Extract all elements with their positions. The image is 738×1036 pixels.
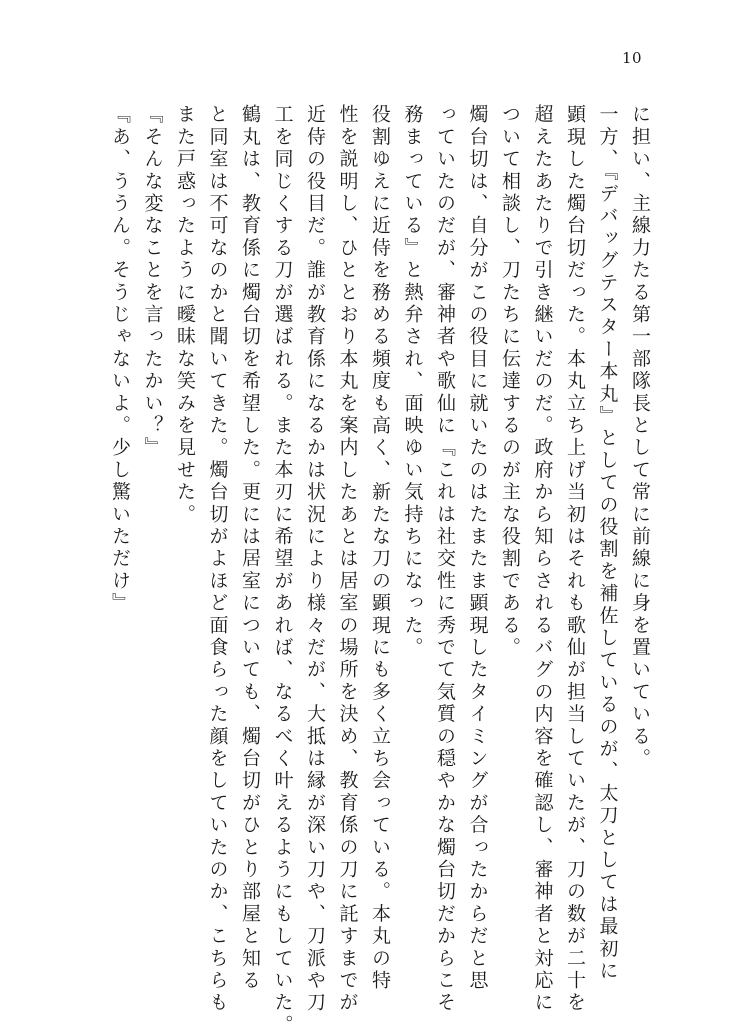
text-line: と同室は不可なのかと聞いてきた。燭台切がよほど面食らった顔をしていたのか、こちらも [206, 104, 229, 1015]
text-line: 超えたあたりで引き継いだのだ。政府から知らされるバグの内容を確認し、審神者と対応に [531, 104, 554, 1015]
text-line: 近侍の役目だ。誰が教育係になるかは状況により様々だが、大抵は縁が深い刀や、刀派や刀 [304, 104, 326, 1015]
text-line: 務まっている』と熱弁され、面映ゆい気持ちになった。 [401, 104, 424, 659]
body-text [104, 104, 657, 1036]
text-line: 役割ゆえに近侍を務める頻度も高く、新たな刀の顕現にも多く立ち会っている。本丸の特 [369, 104, 391, 992]
text-line: 鶴丸は、教育係に燭台切を希望した。更には居室についても、燭台切がひとり部屋と知る [239, 104, 261, 992]
text-line: また戸惑ったように曖昧な笑みを見せた。 [174, 104, 196, 526]
text-line: 『あ、ううん。そうじゃないよ。少し驚いただけ』 [109, 104, 131, 615]
text-line: 工を同じくする刀が選ばれる。また本刃に希望があれば、なるべく叶えるようにもしていた。 [271, 104, 294, 1036]
text-line: 一方、『デバッグテスター本丸』としての役割を補佐しているのが、太刀としては最初に [596, 104, 619, 983]
text-line: 『そんな変なことを言ったかい？』 [141, 104, 164, 460]
text-line: 性を説明し、ひととおり本丸を案内したあとは居室の場所を決め、教育係の刀に託すまでが [336, 104, 359, 1015]
text-line: 顕現した燭台切だった。本丸立ち上げ当初はそれも歌仙が担当していたが、刀の数が二十を [564, 104, 586, 1015]
text-line: に担い、主線力たる第一部隊長として常に前線に身を置いている。 [629, 104, 651, 770]
text-line: 燭台切は、自分がこの役目に就いたのはたまたま顕現したタイミングが合ったからだと思 [466, 104, 489, 992]
text-line: っていたのだが、審神者や歌仙に『これは社交性に秀でて気質の穏やかな燭台切だからこそ [434, 104, 456, 1015]
text-line: ついて相談し、刀たちに伝達するのが主な役割である。 [499, 104, 521, 659]
page-number: 10 [621, 49, 643, 67]
